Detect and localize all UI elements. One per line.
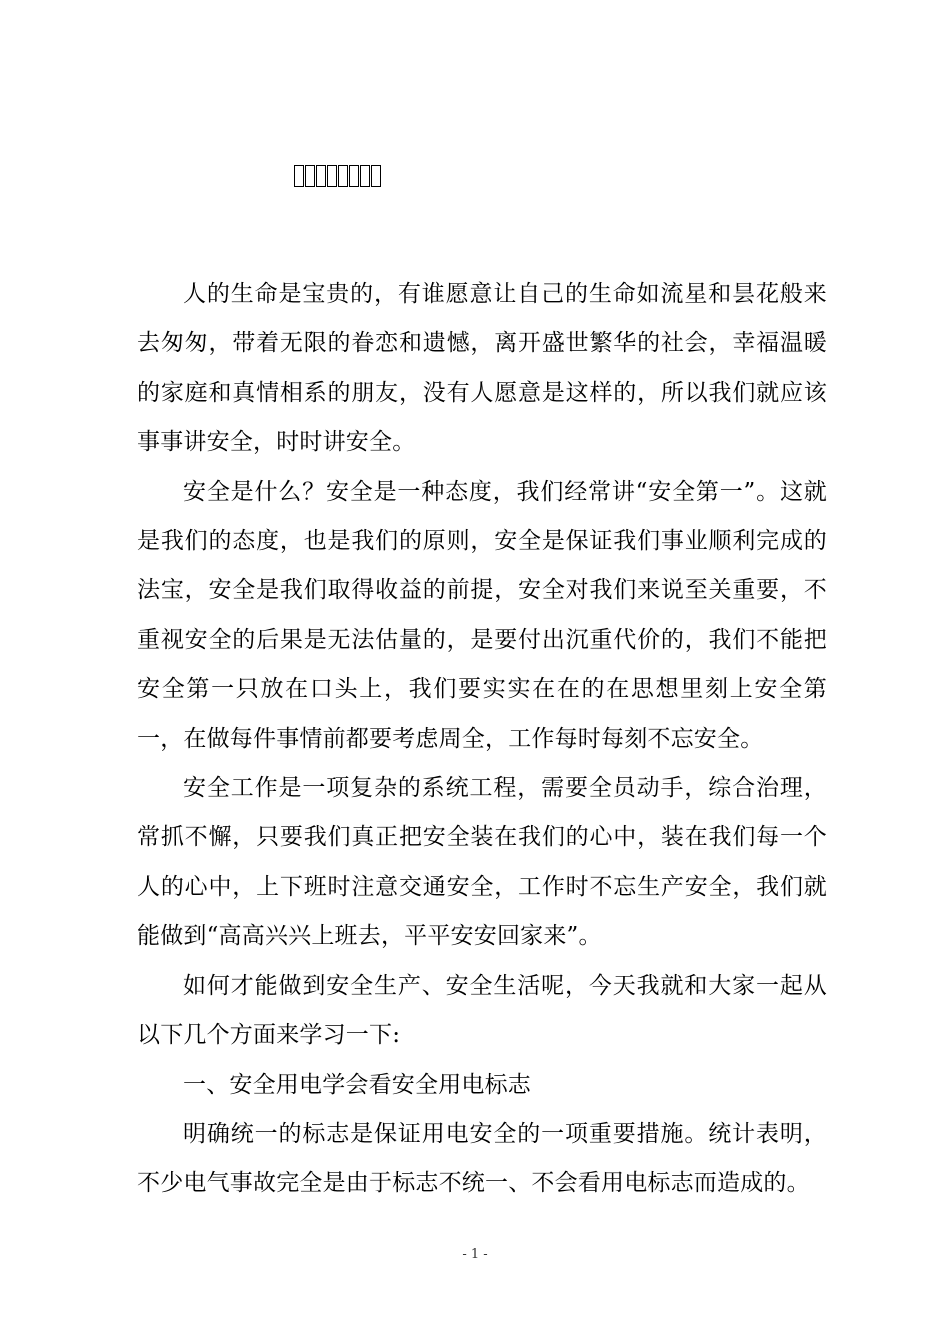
paragraph-5: 明确统一的标志是保证用电安全的一项重要措施。统计表明，不少电气事故完全是由于标志不统一、不会看用电标志而造成的。 xyxy=(137,1120,827,1197)
title-glyph-box xyxy=(305,165,315,187)
page-number: - 1 - xyxy=(462,1247,488,1262)
paragraph-2: 安全是什么？安全是一种态度，我们经常讲“安全第一”。这就是我们的态度，也是我们的原则，安全是保证我们事业顺利完成的法宝，安全是我们取得收益的前提，安全对我们来说至关重要，不重视安全的后果是无法估量的，是要付出沉重代价的，我们不能把安全第一只放在口头上，我们要实实在在的在思想里刻上安全第一，在做每件事情前都要考虑周全，工作每时每刻不忘安全。 xyxy=(137,478,827,752)
title-glyph-box xyxy=(371,165,381,187)
title-glyph-box xyxy=(316,165,326,187)
title-missing-glyphs xyxy=(294,165,381,187)
title-glyph-box xyxy=(294,165,304,187)
paragraph-4: 如何才能做到安全生产、安全生活呢，今天我就和大家一起从以下几个方面来学习一下: xyxy=(137,972,827,1049)
title-glyph-box xyxy=(327,165,337,187)
title-glyph-box xyxy=(349,165,359,187)
title-glyph-box xyxy=(360,165,370,187)
paragraph-3: 安全工作是一项复杂的系统工程，需要全员动手，综合治理，常抓不懈，只要我们真正把安全装在我们的心中，装在我们每一个人的心中，上下班时注意交通安全，工作时不忘生产安全，我们就能做到“高高兴兴上班去，平平安安回家来”。 xyxy=(137,775,827,950)
paragraph-1: 人的生命是宝贵的，有谁愿意让自己的生命如流星和昙花般来去匆匆，带着无限的眷恋和遗憾，离开盛世繁华的社会，幸福温暖的家庭和真情相系的朋友，没有人愿意是这样的，所以我们就应该事事讲安全，时时讲安全。 xyxy=(137,281,827,456)
section-heading-1: 一、安全用电学会看安全用电标志 xyxy=(183,1071,531,1098)
document-body xyxy=(137,270,827,1209)
title-glyph-box xyxy=(338,165,348,187)
document-title xyxy=(0,165,950,195)
